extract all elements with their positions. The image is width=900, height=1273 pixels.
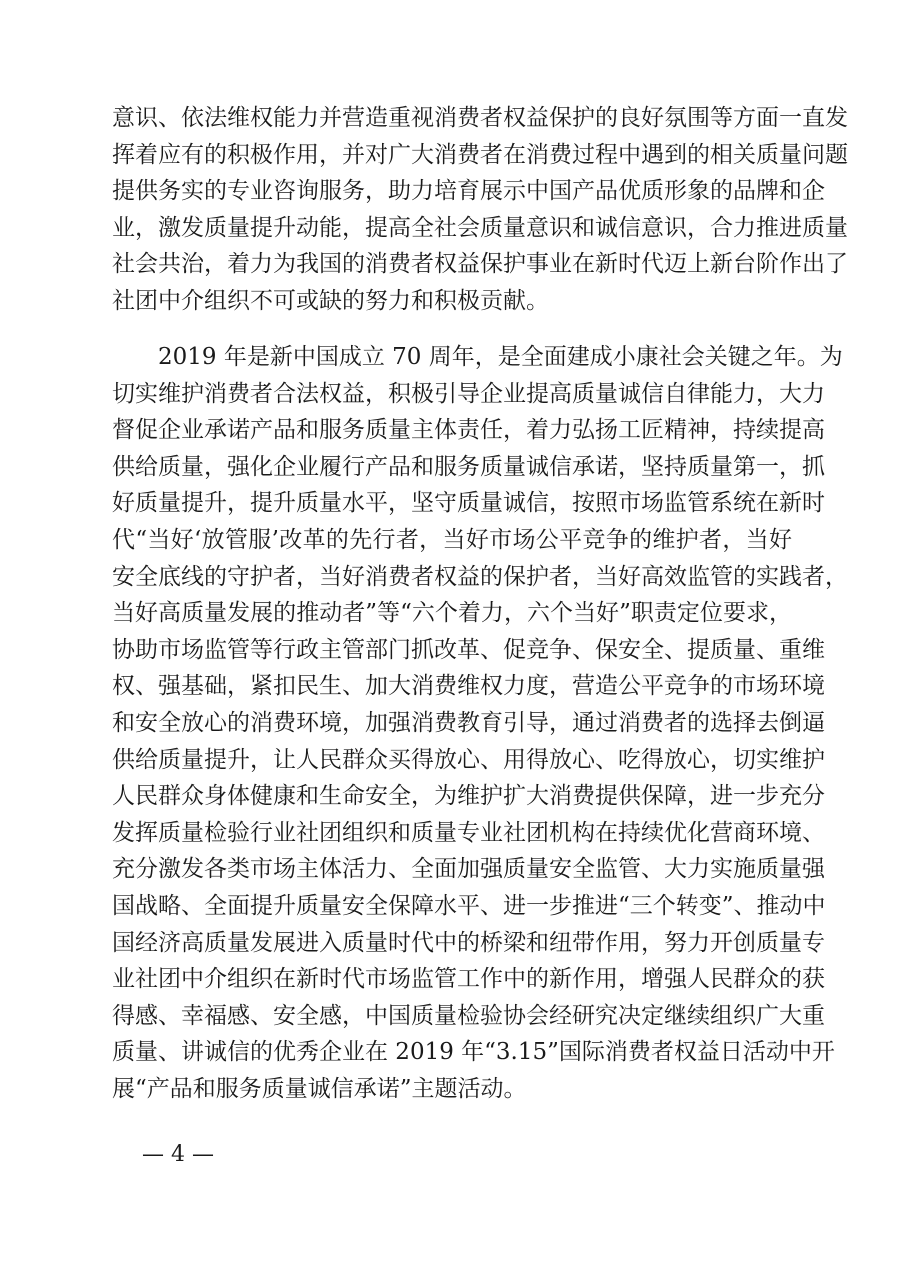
text-line: 充分激发各类市场主体活力、全面加强质量安全监管、大力实施质量强 — [112, 856, 825, 883]
text-line: 质量、讲诚信的优秀企业在 2019 年“3.15”国际消费者权益日活动中开 — [112, 1039, 835, 1066]
text-line: 安全底线的守护者，当好消费者权益的保护者，当好高效监管的实践者， — [112, 563, 848, 590]
text-line: 和安全放心的消费环境，加强消费教育引导，通过消费者的选择去倒逼 — [112, 709, 825, 736]
text-line: 国战略、全面提升质量安全保障水平、进一步推进“三个转变”、推动中 — [112, 892, 826, 919]
text-line: 社会共治，着力为我国的消费者权益保护事业在新时代迈上新台阶作出了 — [112, 251, 848, 278]
text-line: 供给质量，强化企业履行产品和服务质量诚信承诺，坚持质量第一，抓 — [112, 453, 825, 480]
text-line: 业社团中介组织在新时代市场监管工作中的新作用，增强人民群众的获 — [112, 966, 825, 993]
text-line: 切实维护消费者合法权益，积极引导企业提高质量诚信自律能力，大力 — [112, 380, 825, 407]
text-line: 好质量提升，提升质量水平，坚守质量诚信，按照市场监管系统在新时 — [112, 490, 825, 517]
text-line: 社团中介组织不可或缺的努力和积极贡献。 — [112, 287, 549, 314]
text-line: 得感、幸福感、安全感，中国质量检验协会经研究决定继续组织广大重 — [112, 1002, 825, 1029]
text-line: 国经济高质量发展进入质量时代中的桥梁和纽带作用，努力开创质量专 — [112, 929, 825, 956]
text-line: 协助市场监管等行政主管部门抓改革、促竞争、保安全、提质量、重维 — [112, 636, 825, 663]
text-line: 发挥质量检验行业社团组织和质量专业社团机构在持续优化营商环境、 — [112, 819, 825, 846]
text-line: 人民群众身体健康和生命安全，为维护扩大消费提供保障，进一步充分 — [112, 783, 825, 810]
text-line: 展“产品和服务质量诚信承诺”主题活动。 — [112, 1075, 527, 1102]
text-line: 代“当好‘放管服’改革的先行者，当好市场公平竞争的维护者，当好 — [112, 526, 792, 553]
paragraph-2 — [112, 339, 848, 1107]
text-line: 业，激发质量提升动能，提高全社会质量意识和诚信意识，合力推进质量 — [112, 214, 848, 241]
text-line: 提供务实的专业咨询服务，助力培育展示中国产品优质形象的品牌和企 — [112, 178, 825, 205]
text-line: 督促企业承诺产品和服务质量主体责任，着力弘扬工匠精神，持续提高 — [112, 417, 825, 444]
text-line: 供给质量提升，让人民群众买得放心、用得放心、吃得放心，切实维护 — [112, 746, 825, 773]
text-line: 2019 年是新中国成立 70 周年，是全面建成小康社会关键之年。为 — [158, 344, 843, 370]
text-line: 当好高质量发展的推动者”等“六个着力，六个当好”职责定位要求， — [112, 600, 792, 627]
text-line: 意识、依法维权能力并营造重视消费者权益保护的良好氛围等方面一直发 — [112, 105, 848, 131]
paragraph-1 — [112, 100, 848, 320]
text-line: 权、强基础，紧扣民生、加大消费维权力度，营造公平竞争的市场环境 — [112, 673, 825, 700]
page-number: — 4 — — [142, 1142, 214, 1167]
text-line: 挥着应有的积极作用，并对广大消费者在消费过程中遇到的相关质量问题 — [112, 141, 848, 168]
